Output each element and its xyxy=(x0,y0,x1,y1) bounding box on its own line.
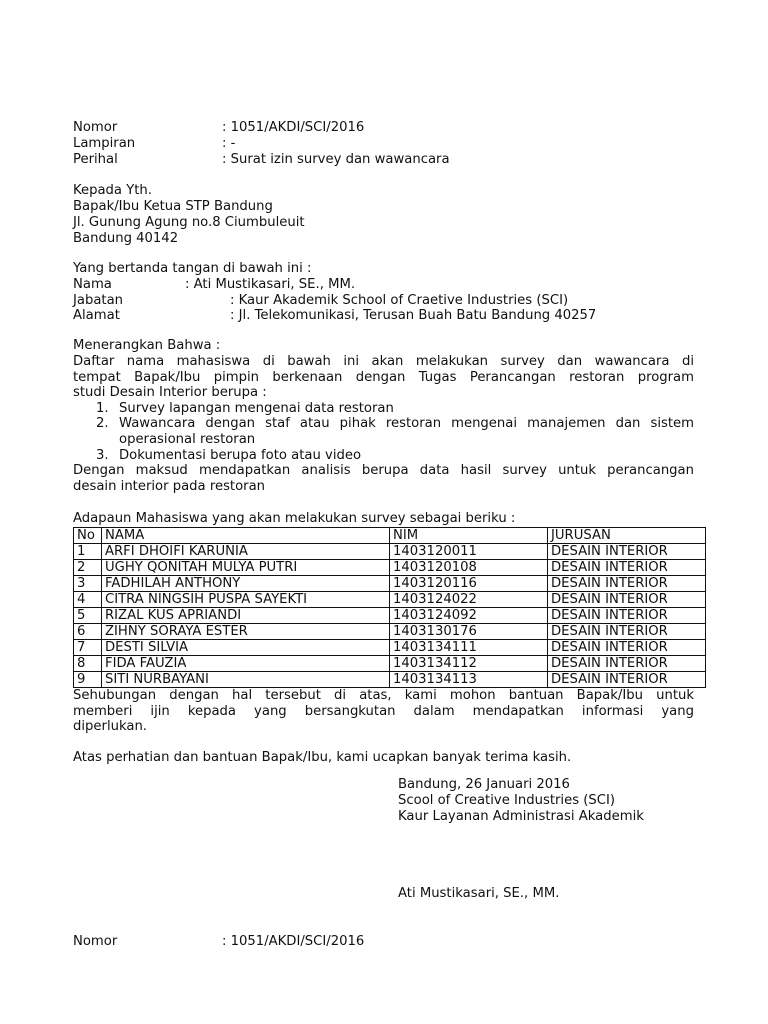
list-item: Wawancara dengan staf atau pihak restoran mengenai manajemen dan sistem xyxy=(119,416,694,431)
list-number: 3. xyxy=(96,448,109,463)
cell-no: 5 xyxy=(74,608,102,624)
menerangkan-heading: Menerangkan Bahwa : xyxy=(73,338,221,353)
paragraph-line: tempat Bapak/Ibu pimpin berkenaan dengan Tugas Perancangan restoran program xyxy=(73,370,694,385)
cell-no: 7 xyxy=(74,640,102,656)
cell-nim: 1403120116 xyxy=(390,576,548,592)
student-table xyxy=(73,527,706,688)
cell-nama: RIZAL KUS APRIANDI xyxy=(102,608,390,624)
cell-nim: 1403120011 xyxy=(390,544,548,560)
cell-nim: 1403124022 xyxy=(390,592,548,608)
table-row xyxy=(74,592,706,608)
cell-jurusan: DESAIN INTERIOR xyxy=(548,672,706,688)
place-date: Bandung, 26 Januari 2016 xyxy=(398,777,570,792)
column-header-no: No xyxy=(74,528,102,544)
lampiran-label: Lampiran xyxy=(73,136,136,151)
cell-nim: 1403134111 xyxy=(390,640,548,656)
signer-name: Ati Mustikasari, SE., MM. xyxy=(398,886,560,901)
paragraph-line: memberi ijin kepada yang bersangkutan dalam mendapatkan informasi yang xyxy=(73,704,694,719)
jabatan-value: : Kaur Akademik School of Craetive Industries (SCI) xyxy=(230,293,569,308)
cell-no: 6 xyxy=(74,624,102,640)
table-row xyxy=(74,640,706,656)
perihal-value: : Surat izin survey dan wawancara xyxy=(222,152,450,167)
table-row xyxy=(74,560,706,576)
cell-nim: 1403124092 xyxy=(390,608,548,624)
alamat-value: : Jl. Telekomunikasi, Terusan Buah Batu Bandung 40257 xyxy=(230,308,597,323)
column-header-nim: NIM xyxy=(390,528,548,544)
cell-nim: 1403120108 xyxy=(390,560,548,576)
alamat-label: Alamat xyxy=(73,308,120,323)
cell-jurusan: DESAIN INTERIOR xyxy=(548,624,706,640)
paragraph-line: Sehubungan dengan hal tersebut di atas, kami mohon bantuan Bapak/Ibu untuk xyxy=(73,688,694,703)
list-item-continuation: operasional restoran xyxy=(119,432,256,447)
list-number: 1. xyxy=(96,401,109,416)
cell-nama: UGHY QONITAH MULYA PUTRI xyxy=(102,560,390,576)
cell-nama: SITI NURBAYANI xyxy=(102,672,390,688)
cell-no: 4 xyxy=(74,592,102,608)
paragraph-line: Dengan maksud mendapatkan analisis berupa data hasil survey untuk perancangan xyxy=(73,463,694,478)
cell-nama: ARFI DHOIFI KARUNIA xyxy=(102,544,390,560)
cell-nama: FIDA FAUZIA xyxy=(102,656,390,672)
table-row xyxy=(74,608,706,624)
cell-jurusan: DESAIN INTERIOR xyxy=(548,640,706,656)
list-number: 2. xyxy=(96,416,109,431)
nomor-value: : 1051/AKDI/SCI/2016 xyxy=(222,120,365,135)
cell-no: 2 xyxy=(74,560,102,576)
nomor-value: : 1051/AKDI/SCI/2016 xyxy=(222,934,365,949)
jabatan-label: Jabatan xyxy=(73,293,124,308)
cell-nim: 1403134112 xyxy=(390,656,548,672)
cell-jurusan: DESAIN INTERIOR xyxy=(548,544,706,560)
cell-nama: DESTI SILVIA xyxy=(102,640,390,656)
cell-jurusan: DESAIN INTERIOR xyxy=(548,656,706,672)
nama-value: : Ati Mustikasari, SE., MM. xyxy=(185,277,356,292)
recipient-line: Bandung 40142 xyxy=(73,231,179,246)
cell-jurusan: DESAIN INTERIOR xyxy=(548,592,706,608)
perihal-label: Perihal xyxy=(73,152,118,167)
nomor-label: Nomor xyxy=(73,120,118,135)
column-header-nama: NAMA xyxy=(102,528,390,544)
thanks-line: Atas perhatian dan bantuan Bapak/Ibu, kami ucapkan banyak terima kasih. xyxy=(73,750,572,765)
nomor-label: Nomor xyxy=(73,934,118,949)
table-row xyxy=(74,624,706,640)
unit-name: Kaur Layanan Administrasi Akademik xyxy=(398,809,644,824)
signer-intro: Yang bertanda tangan di bawah ini : xyxy=(73,261,312,276)
table-intro: Adapaun Mahasiswa yang akan melakukan survey sebagai beriku : xyxy=(73,511,516,526)
recipient-line: Jl. Gunung Agung no.8 Ciumbuleuit xyxy=(73,215,305,230)
paragraph-line: desain interior pada restoran xyxy=(73,479,266,494)
lampiran-value: : - xyxy=(222,136,236,151)
cell-nim: 1403130176 xyxy=(390,624,548,640)
cell-no: 9 xyxy=(74,672,102,688)
cell-nama: FADHILAH ANTHONY xyxy=(102,576,390,592)
cell-no: 3 xyxy=(74,576,102,592)
cell-jurusan: DESAIN INTERIOR xyxy=(548,560,706,576)
cell-jurusan: DESAIN INTERIOR xyxy=(548,608,706,624)
cell-nim: 1403134113 xyxy=(390,672,548,688)
paragraph-line: studi Desain Interior berupa : xyxy=(73,385,267,400)
cell-nama: ZIHNY SORAYA ESTER xyxy=(102,624,390,640)
cell-nama: CITRA NINGSIH PUSPA SAYEKTI xyxy=(102,592,390,608)
table-row xyxy=(74,672,706,688)
recipient-line: Kepada Yth. xyxy=(73,183,152,198)
cell-no: 8 xyxy=(74,656,102,672)
table-header-row xyxy=(74,528,706,544)
institution-name: Scool of Creative Industries (SCI) xyxy=(398,793,616,808)
table-row xyxy=(74,576,706,592)
cell-no: 1 xyxy=(74,544,102,560)
column-header-jurusan: JURUSAN xyxy=(548,528,706,544)
list-item: Dokumentasi berupa foto atau video xyxy=(119,448,362,463)
nama-label: Nama xyxy=(73,277,112,292)
recipient-line: Bapak/Ibu Ketua STP Bandung xyxy=(73,199,273,214)
paragraph-line: diperlukan. xyxy=(73,719,147,734)
table-row xyxy=(74,544,706,560)
cell-jurusan: DESAIN INTERIOR xyxy=(548,576,706,592)
table-row xyxy=(74,656,706,672)
paragraph-line: Daftar nama mahasiswa di bawah ini akan melakukan survey dan wawancara di xyxy=(73,354,694,369)
list-item: Survey lapangan mengenai data restoran xyxy=(119,401,394,416)
